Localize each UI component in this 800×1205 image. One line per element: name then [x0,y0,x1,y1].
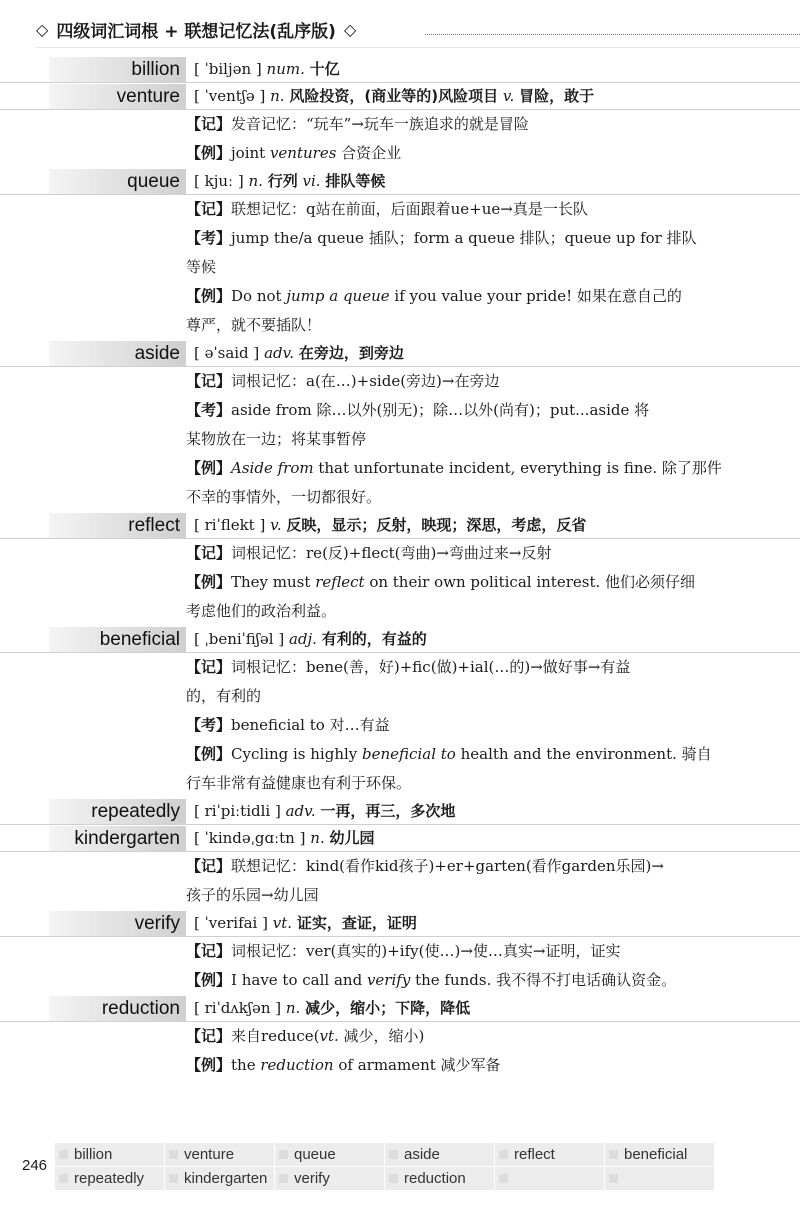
checkbox-icon [389,1150,398,1159]
word-entry [0,996,800,1080]
word-entry [0,826,800,910]
entry-line [186,937,726,966]
line-tag: 【记】 [186,115,232,133]
line-text: the funds. 我不得不打电话确认资金。 [410,971,677,989]
part-of-speech: vi. [302,172,321,190]
index-word: repeatedly [74,1170,145,1187]
index-word: queue [294,1146,336,1163]
line-tag: 【记】 [186,857,232,875]
line-text: 词根记忆：re(反)+flect(弯曲)→弯曲过来→反射 [231,544,552,562]
line-text: ventures [269,144,337,162]
index-item [385,1143,494,1166]
meaning: 冒险，敢于 [519,87,595,105]
headword: aside [49,341,186,366]
phonetic: [ ˌbeniˈfiʃəl ] [194,630,285,648]
word-entry [0,911,800,995]
definition [186,84,800,109]
line-text: 来自reduce( [231,1027,320,1045]
entry-line [186,966,726,995]
line-tag: 【记】 [186,1027,232,1045]
definition [186,799,800,824]
line-text: They must [231,573,316,591]
part-of-speech: n. [285,999,301,1017]
headword: verify [49,911,186,936]
phonetic: [ əˈsaid ] [194,344,260,362]
meaning: 有利的，有益的 [321,630,427,648]
line-text: 词根记忆：bene(善，好)+fic(做)+ial(…的)→做好事→有益 [231,658,631,676]
headword: queue [49,169,186,194]
index-item [55,1167,164,1190]
part-of-speech: vt. [272,914,293,932]
line-tag: 【记】 [186,544,232,562]
entry-line [186,1051,726,1080]
entry-line [186,539,726,568]
part-of-speech: adj. [288,630,317,648]
definition [186,57,800,82]
line-tag: 【记】 [186,200,232,218]
entry-line [186,425,726,454]
line-tag: 【记】 [186,372,232,390]
part-of-speech: adv. [264,344,295,362]
word-entry [0,799,800,825]
definition [186,627,800,652]
entry-line [186,852,726,881]
line-text: aside from 除…以外(别无)；除…以外(尚有)；put...aside 将 [231,401,650,419]
line-text: verify [366,971,411,989]
line-text: 孩子的乐园→幼儿园 [186,886,319,904]
line-text: 某物放在一边；将某事暂停 [186,430,367,448]
index-item [605,1167,714,1190]
line-text: 词根记忆：a(在…)+side(旁边)→在旁边 [231,372,500,390]
word-index [55,1142,715,1190]
index-word: aside [404,1146,440,1163]
line-text: 考虑他们的政治利益。 [186,602,337,620]
checkbox-icon [279,1174,288,1183]
part-of-speech: v. [270,516,282,534]
phonetic: [ ˈverifai ] [194,914,268,932]
entry-line [186,195,726,224]
diamond-icon: ◇ [343,19,357,39]
meaning: 在旁边，到旁边 [298,344,404,362]
entry-line [186,653,726,682]
headword: repeatedly [49,799,186,824]
line-tag: 【例】 [186,287,232,305]
line-tag: 【考】 [186,716,232,734]
entry-line [186,483,726,512]
word-entry [0,513,800,626]
meaning: 行列 [267,172,298,190]
line-text: beneficial to [362,745,456,763]
index-item [165,1167,274,1190]
checkbox-icon [609,1150,618,1159]
word-entry [0,84,800,168]
part-of-speech: num. [266,60,305,78]
phonetic: [ ˈbiljən ] [194,60,262,78]
line-text: reflect [315,573,365,591]
line-tag: 【例】 [186,745,232,763]
line-text: 联想记忆：q站在前面，后面跟着ue+ue→真是一长队 [231,200,588,218]
line-tag: 【例】 [186,971,232,989]
definition [186,513,800,538]
meaning: 风险投资，(商业等的)风险项目 [289,87,499,105]
checkbox-icon [169,1174,178,1183]
phonetic: [ ˈkindəˌgɑːtn ] [194,829,306,847]
line-tag: 【例】 [186,573,232,591]
line-tag: 【例】 [186,1056,232,1074]
line-text: I have to call and [231,971,367,989]
line-text: Cycling is highly [231,745,363,763]
index-word: beneficial [624,1146,688,1163]
entry-line [186,711,726,740]
index-item [495,1143,604,1166]
line-text: 减少，缩小) [338,1027,425,1045]
line-tag: 【考】 [186,401,232,419]
definition [186,911,800,936]
index-item [605,1143,714,1166]
entry-line [186,253,726,282]
index-word: kindergarten [184,1170,268,1187]
definition [186,169,800,194]
word-entry [0,341,800,512]
index-word: reduction [404,1170,466,1187]
entry-line [186,311,726,340]
headword: venture [49,84,186,109]
part-of-speech: n. [248,172,263,190]
line-text: on their own political interest. 他们必须仔细 [364,573,696,591]
phonetic: [ kjuː ] [194,172,244,190]
line-text: 发音记忆：“玩车”→玩车一族追求的就是冒险 [231,115,529,133]
headword: billion [49,57,186,82]
entry-line [186,682,726,711]
meaning: 幼儿园 [329,829,375,847]
line-text: health and the environment. 骑自 [455,745,712,763]
word-entry [0,627,800,798]
line-text: of armament 减少军备 [333,1056,501,1074]
entry-head [0,57,800,83]
meaning: 排队等候 [325,172,386,190]
line-text: Aside from [231,459,314,477]
entry-line [186,454,726,483]
line-text: Do not [231,287,287,305]
word-entries [0,57,800,1081]
entry-head [0,627,800,653]
meaning: 减少，缩小；下降，降低 [305,999,471,1017]
line-text: joint [231,144,270,162]
part-of-speech: n. [310,829,325,847]
entry-head [0,996,800,1022]
line-text: vt. [319,1027,339,1045]
line-text: 等候 [186,258,217,276]
definition [186,996,800,1021]
part-of-speech: v. [502,87,515,105]
line-text: beneficial to 对…有益 [231,716,390,734]
part-of-speech: n. [270,87,285,105]
checkbox-icon [609,1174,618,1183]
index-item [55,1143,164,1166]
line-tag: 【记】 [186,942,232,960]
index-item [385,1167,494,1190]
definition [186,826,800,851]
entry-head [0,799,800,825]
entry-line [186,282,726,311]
meaning: 反映，显示；反射，映现；深思，考虑，反省 [286,516,587,534]
line-tag: 【记】 [186,658,232,676]
headword: beneficial [49,627,186,652]
line-text: 尊严，就不要插队！ [186,316,322,334]
entry-head [0,513,800,539]
checkbox-icon [59,1150,68,1159]
word-entry [0,169,800,340]
line-text: 的，有利的 [186,687,262,705]
entry-line [186,396,726,425]
index-item [165,1143,274,1166]
entry-line [186,881,726,910]
index-word: billion [74,1146,113,1163]
entry-line [186,568,726,597]
entry-head [0,84,800,110]
index-word: reflect [514,1146,555,1163]
index-word: verify [294,1170,330,1187]
line-tag: 【考】 [186,229,232,247]
entry-line [186,110,726,139]
header-title: 四级词汇词根 + 联想记忆法(乱序版) [56,21,336,42]
line-text: 词根记忆：ver(真实的)+ify(使…)→使…真实→证明，证实 [231,942,621,960]
line-text: 联想记忆：kind(看作kid孩子)+er+garten(看作garden乐园)→ [231,857,664,875]
phonetic: [ riˈpiːtidli ] [194,802,281,820]
entry-head [0,169,800,195]
meaning: 十亿 [309,60,340,78]
index-item [495,1167,604,1190]
entry-line [186,139,726,168]
index-item [275,1167,384,1190]
index-word: venture [184,1146,235,1163]
header-divider [425,34,800,35]
entry-line [186,224,726,253]
line-text: that unfortunate incident, everything is fine. 除了那件 [313,459,722,477]
line-tag: 【例】 [186,459,232,477]
entry-line [186,740,726,769]
line-text: 行车非常有益健康也有利于环保。 [186,774,412,792]
entry-head [0,341,800,367]
checkbox-icon [499,1174,508,1183]
phonetic: [ riˈflekt ] [194,516,266,534]
headword: kindergarten [49,826,186,851]
page-number: 246 [22,1157,48,1174]
headword: reflect [49,513,186,538]
checkbox-icon [279,1150,288,1159]
line-text: reduction [260,1056,334,1074]
entry-line [186,769,726,798]
line-text: if you value your pride! 如果在意自己的 [389,287,682,305]
part-of-speech: adv. [285,802,316,820]
line-text: jump a queue [286,287,390,305]
line-text: 不幸的事情外，一切都很好。 [186,488,382,506]
checkbox-icon [169,1150,178,1159]
headword: reduction [49,996,186,1021]
line-text: the [231,1056,261,1074]
header-divider [36,47,800,48]
diamond-icon: ◇ [36,19,49,39]
entry-head [0,911,800,937]
phonetic: [ riˈdʌkʃən ] [194,999,282,1017]
meaning: 证实，查证，证明 [296,914,417,932]
index-item [275,1143,384,1166]
phonetic: [ ˈventʃə ] [194,87,266,105]
checkbox-icon [59,1174,68,1183]
page-header [36,14,776,44]
entry-line [186,597,726,626]
line-text: jump the/a queue 插队；form a queue 排队；queue up for 排队 [231,229,697,247]
definition [186,341,800,366]
checkbox-icon [499,1150,508,1159]
entry-line [186,1022,726,1051]
line-text: 合资企业 [336,144,402,162]
meaning: 一再，再三，多次地 [320,802,456,820]
line-tag: 【例】 [186,144,232,162]
checkbox-icon [389,1174,398,1183]
entry-line [186,367,726,396]
entry-head [0,826,800,852]
word-entry [0,57,800,83]
